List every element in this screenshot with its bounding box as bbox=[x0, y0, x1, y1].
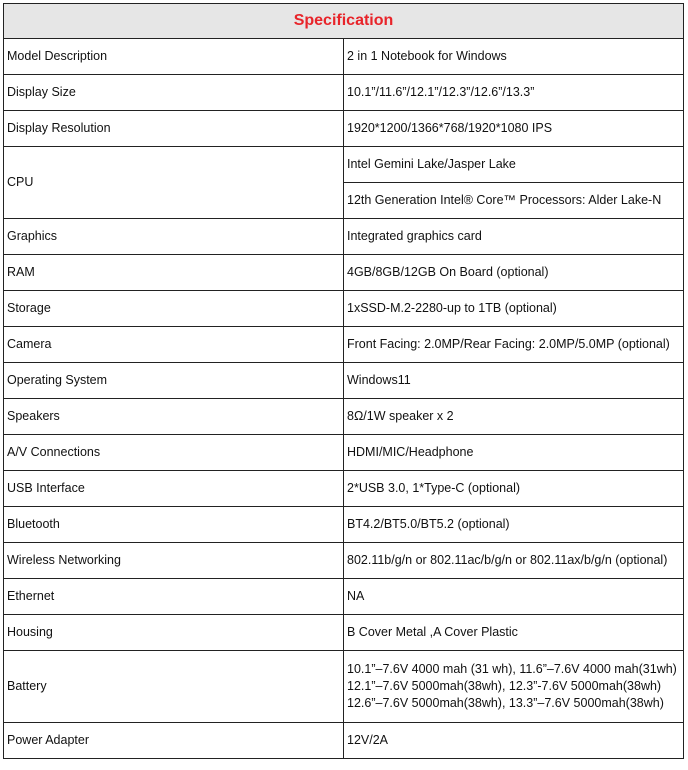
table-row bbox=[4, 543, 684, 579]
table-row bbox=[4, 615, 684, 651]
row-value: Windows11 bbox=[344, 363, 684, 399]
battery-line: 12.1”–7.6V 5000mah(38wh), 12.3”-7.6V 5000mah(38wh) bbox=[347, 679, 662, 694]
table-row bbox=[4, 651, 684, 723]
table-row bbox=[4, 39, 684, 75]
row-value: 12th Generation Intel® Core™ Processors: Alder Lake-N bbox=[344, 183, 684, 219]
row-label: Speakers bbox=[4, 399, 344, 435]
row-value: 10.1”/11.6”/12.1”/12.3”/12.6”/13.3” bbox=[344, 75, 684, 111]
row-value: 802.11b/g/n or 802.11ac/b/g/n or 802.11ax/b/g/n (optional) bbox=[344, 543, 684, 579]
row-label: Operating System bbox=[4, 363, 344, 399]
row-label: A/V Connections bbox=[4, 435, 344, 471]
row-value: 1xSSD-M.2-2280-up to 1TB (optional) bbox=[344, 291, 684, 327]
row-label: Battery bbox=[4, 651, 344, 723]
row-value: NA bbox=[344, 579, 684, 615]
table-row bbox=[4, 291, 684, 327]
table-row bbox=[4, 111, 684, 147]
row-value: 2*USB 3.0, 1*Type-C (optional) bbox=[344, 471, 684, 507]
row-value: HDMI/MIC/Headphone bbox=[344, 435, 684, 471]
row-value: Integrated graphics card bbox=[344, 219, 684, 255]
table-row bbox=[4, 723, 684, 759]
table-row bbox=[4, 75, 684, 111]
table-row bbox=[4, 255, 684, 291]
row-value bbox=[344, 651, 684, 723]
table-row bbox=[4, 507, 684, 543]
row-value: Intel Gemini Lake/Jasper Lake bbox=[344, 147, 684, 183]
specification-table bbox=[3, 3, 684, 759]
row-label: Power Adapter bbox=[4, 723, 344, 759]
row-label: CPU bbox=[4, 147, 344, 219]
table-row bbox=[4, 363, 684, 399]
battery-line: 10.1”–7.6V 4000 mah (31 wh), 11.6”–7.6V 4000 mah(31wh) bbox=[347, 662, 677, 677]
table-title: Specification bbox=[4, 4, 684, 39]
row-value: 4GB/8GB/12GB On Board (optional) bbox=[344, 255, 684, 291]
row-value: 12V/2A bbox=[344, 723, 684, 759]
row-label: Wireless Networking bbox=[4, 543, 344, 579]
row-label: Display Size bbox=[4, 75, 344, 111]
table-row bbox=[4, 579, 684, 615]
row-value: B Cover Metal ,A Cover Plastic bbox=[344, 615, 684, 651]
table-row bbox=[4, 435, 684, 471]
row-value: 1920*1200/1366*768/1920*1080 IPS bbox=[344, 111, 684, 147]
battery-line: 12.6”–7.6V 5000mah(38wh), 13.3”–7.6V 5000mah(38wh) bbox=[347, 695, 664, 710]
row-value: BT4.2/BT5.0/BT5.2 (optional) bbox=[344, 507, 684, 543]
row-label: RAM bbox=[4, 255, 344, 291]
row-label: Housing bbox=[4, 615, 344, 651]
row-label: Ethernet bbox=[4, 579, 344, 615]
table-row bbox=[4, 147, 684, 183]
table-row bbox=[4, 471, 684, 507]
row-value: 8Ω/1W speaker x 2 bbox=[344, 399, 684, 435]
spec-table-container bbox=[3, 3, 684, 759]
table-row bbox=[4, 327, 684, 363]
table-row bbox=[4, 399, 684, 435]
row-label: Storage bbox=[4, 291, 344, 327]
row-label: USB Interface bbox=[4, 471, 344, 507]
row-label: Camera bbox=[4, 327, 344, 363]
row-label: Graphics bbox=[4, 219, 344, 255]
row-label: Bluetooth bbox=[4, 507, 344, 543]
table-header-row bbox=[4, 4, 684, 39]
row-label: Model Description bbox=[4, 39, 344, 75]
table-row bbox=[4, 219, 684, 255]
row-value: Front Facing: 2.0MP/Rear Facing: 2.0MP/5.0MP (optional) bbox=[344, 327, 684, 363]
row-label: Display Resolution bbox=[4, 111, 344, 147]
row-value: 2 in 1 Notebook for Windows bbox=[344, 39, 684, 75]
